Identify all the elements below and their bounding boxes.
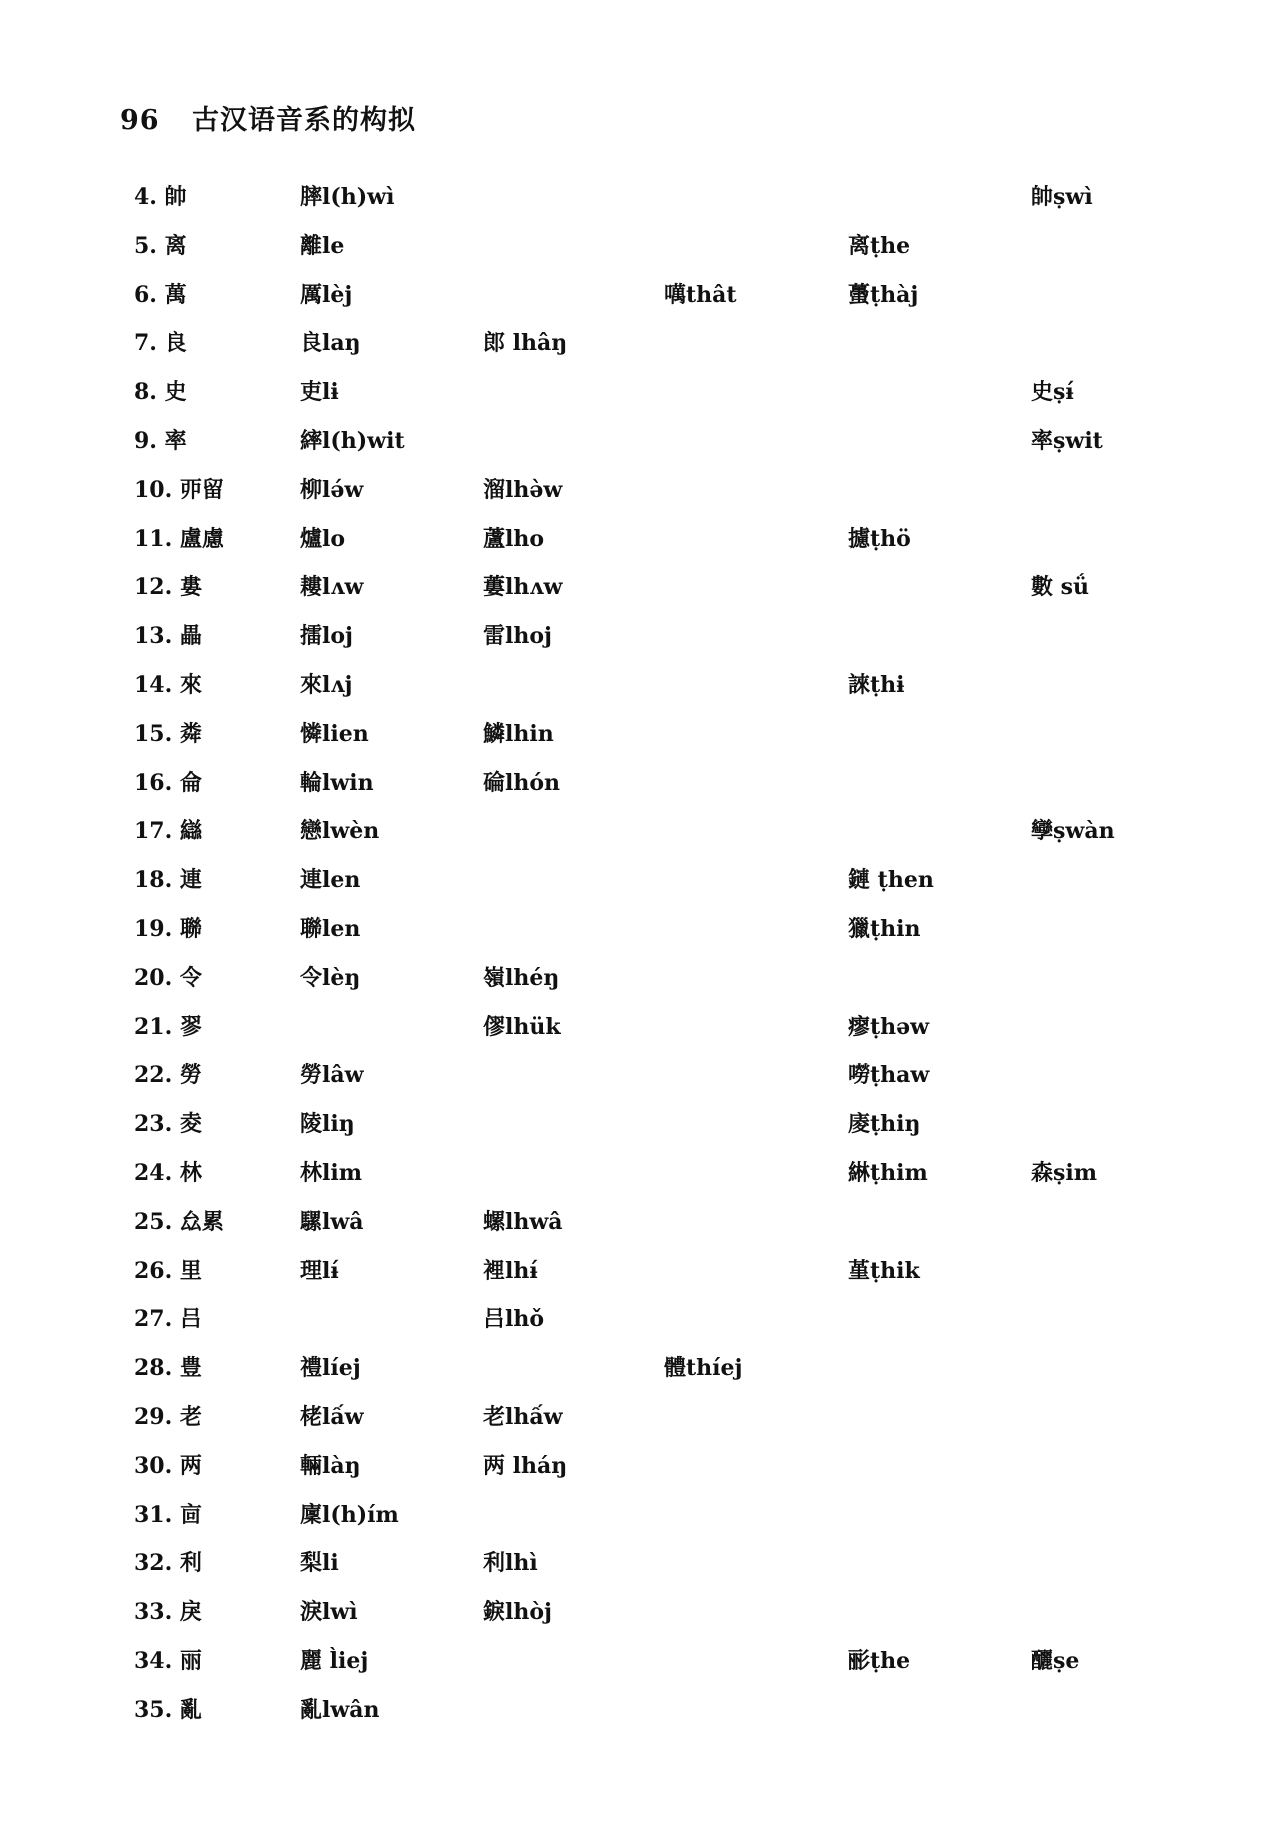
table-row — [0, 1107, 1280, 1156]
l-form: 禮líej — [300, 1355, 361, 1382]
series-label: 21. 翏 — [134, 1013, 202, 1040]
table-row — [0, 1595, 1280, 1644]
lh-form: 老lhấw — [483, 1403, 563, 1430]
series-label: 30. 两 — [134, 1452, 202, 1479]
table-row — [0, 619, 1280, 668]
table-row — [0, 1498, 1280, 1547]
l-form: 憐lien — [300, 720, 369, 747]
l-form: 聯len — [300, 915, 361, 942]
table-row — [0, 570, 1280, 619]
table-row — [0, 1010, 1280, 1059]
retroflex-th-form: 嘮ṭhaw — [848, 1062, 930, 1089]
table-row — [0, 863, 1280, 912]
lh-form: 雷lhoj — [483, 623, 552, 650]
series-label: 29. 老 — [134, 1403, 202, 1430]
l-form: 輛làŋ — [300, 1452, 361, 1479]
l-form: 栳lấw — [300, 1403, 364, 1430]
lh-form: 嶺lhéŋ — [483, 964, 560, 991]
l-form: 良laŋ — [300, 330, 361, 357]
lh-form: 郎 lhâŋ — [483, 330, 568, 357]
series-label: 31. 㐭 — [134, 1501, 202, 1528]
th-form: 噧thât — [664, 281, 737, 308]
table-row — [0, 278, 1280, 327]
retroflex-th-form: 綝ṭhim — [848, 1159, 928, 1186]
table-row — [0, 961, 1280, 1010]
correspondence-table — [0, 180, 1280, 1742]
l-form: 廩l(h)ím — [300, 1501, 399, 1528]
table-row — [0, 522, 1280, 571]
series-label: 4. 帥 — [134, 184, 187, 210]
table-row — [0, 1351, 1280, 1400]
lh-form: 溜lhə̀w — [483, 476, 563, 503]
l-form: 柳lə́w — [300, 476, 364, 503]
l-form: 來lʌj — [300, 671, 353, 698]
l-form: 爐lo — [300, 525, 346, 552]
lh-form: 吕lhǒ — [483, 1306, 545, 1333]
retroflex-th-form: 攄ṭhö — [848, 525, 911, 552]
retroflex-s-form: 史ṣɨ́ — [1031, 379, 1074, 406]
table-row — [0, 1693, 1280, 1742]
table-row — [0, 717, 1280, 766]
table-row — [0, 326, 1280, 375]
series-label: 19. 聯 — [134, 915, 202, 942]
series-label: 14. 來 — [134, 671, 202, 698]
th-form: 體thíej — [664, 1355, 743, 1382]
series-label: 16. 侖 — [134, 769, 202, 796]
table-row — [0, 814, 1280, 863]
series-label: 22. 勞 — [134, 1062, 202, 1089]
table-row — [0, 1205, 1280, 1254]
table-row — [0, 424, 1280, 473]
table-row — [0, 229, 1280, 278]
series-label: 26. 里 — [134, 1257, 202, 1284]
series-label: 5. 离 — [134, 232, 187, 259]
table-row — [0, 1400, 1280, 1449]
retroflex-s-form: 率ṣwit — [1031, 427, 1103, 454]
l-form: 戀lwèn — [300, 818, 380, 845]
series-label: 35. 亂 — [134, 1696, 202, 1723]
series-label: 6. 萬 — [134, 281, 187, 308]
table-row — [0, 473, 1280, 522]
series-label: 18. 連 — [134, 867, 202, 894]
table-row — [0, 1058, 1280, 1107]
retroflex-s-form: 帥ṣwì — [1031, 184, 1093, 210]
series-label: 34. 丽 — [134, 1647, 202, 1674]
l-form: 梨li — [300, 1550, 339, 1577]
series-label: 24. 林 — [134, 1159, 202, 1186]
retroflex-s-form: 釃ṣe — [1031, 1647, 1080, 1674]
lh-form: 僇lhük — [483, 1013, 561, 1040]
retroflex-th-form: 獵ṭhin — [848, 915, 921, 942]
l-form: 林lim — [300, 1159, 362, 1186]
retroflex-s-form: 數 sǘ — [1031, 574, 1090, 601]
l-form: 連len — [300, 867, 361, 894]
series-label: 8. 史 — [134, 379, 187, 406]
table-row — [0, 1302, 1280, 1351]
lh-form: 蔞lhʌw — [483, 574, 563, 601]
retroflex-th-form: 誺ṭhɨ — [848, 671, 905, 698]
l-form: 膟l(h)wì — [300, 184, 395, 210]
retroflex-th-form: 瘳ṭhəw — [848, 1013, 930, 1040]
l-form: 離le — [300, 232, 345, 259]
table-row — [0, 1156, 1280, 1205]
series-label: 11. 盧慮 — [134, 525, 224, 552]
retroflex-th-form: 庱ṭhiŋ — [848, 1111, 921, 1138]
l-form: 陵liŋ — [300, 1111, 355, 1138]
table-row — [0, 1449, 1280, 1498]
l-form: 令lèŋ — [300, 964, 361, 991]
series-label: 12. 婁 — [134, 574, 202, 601]
lh-form: 鱗lhin — [483, 720, 554, 747]
series-label: 20. 令 — [134, 964, 202, 991]
book-title: 古汉语音系的构拟 — [191, 105, 416, 136]
lh-form: 碖lhón — [483, 769, 561, 796]
retroflex-s-form: 孿ṣwàn — [1031, 818, 1115, 845]
l-form: 厲lèj — [300, 281, 353, 308]
retroflex-th-form: 堇ṭhik — [848, 1257, 920, 1284]
lh-form: 螺lhwâ — [483, 1208, 563, 1235]
series-label: 33. 戾 — [134, 1599, 202, 1626]
retroflex-th-form: 鏈 ṭhen — [848, 867, 934, 894]
series-label: 28. 豊 — [134, 1355, 202, 1382]
l-form: 麗 l̀iej — [300, 1647, 369, 1674]
lh-form: 两 lháŋ — [483, 1452, 568, 1479]
page-header — [120, 98, 416, 137]
retroflex-th-form: 离ṭhe — [848, 232, 911, 259]
l-form: 勞lâw — [300, 1062, 364, 1089]
table-row — [0, 668, 1280, 717]
table-row — [0, 375, 1280, 424]
lh-form: 錑lhòj — [483, 1599, 552, 1626]
table-row — [0, 180, 1280, 229]
series-label: 17. 䜌 — [134, 818, 202, 845]
table-row — [0, 1254, 1280, 1303]
series-label: 32. 利 — [134, 1550, 202, 1577]
series-label: 23. 夌 — [134, 1111, 202, 1138]
series-label: 7. 良 — [134, 330, 187, 357]
table-row — [0, 1644, 1280, 1693]
table-row — [0, 1546, 1280, 1595]
series-label: 9. 率 — [134, 427, 187, 454]
page-number: 96 — [120, 105, 160, 136]
lh-form: 利lhì — [483, 1550, 538, 1577]
lh-form: 裡lhɨ́ — [483, 1257, 538, 1284]
retroflex-th-form: 彨ṭhe — [848, 1647, 911, 1674]
series-label: 10. 丣留 — [134, 476, 224, 503]
series-label: 15. 粦 — [134, 720, 202, 747]
retroflex-s-form: 森ṣim — [1031, 1159, 1098, 1186]
l-form: 繂l(h)wit — [300, 427, 405, 454]
table-row — [0, 766, 1280, 815]
lh-form: 蘆lho — [483, 525, 545, 552]
retroflex-th-form: 蠆ṭhàj — [848, 281, 919, 308]
l-form: 理lɨ́ — [300, 1257, 339, 1284]
table-row — [0, 912, 1280, 961]
l-form: 吏lɨ — [300, 379, 339, 406]
series-label: 25. 厽累 — [134, 1208, 224, 1235]
l-form: 輪lwin — [300, 769, 374, 796]
l-form: 亂lwân — [300, 1696, 380, 1723]
l-form: 擂loj — [300, 623, 353, 650]
series-label: 27. 吕 — [134, 1306, 202, 1333]
l-form: 耬lʌw — [300, 574, 364, 601]
l-form: 騾lwâ — [300, 1208, 364, 1235]
l-form: 淚lwì — [300, 1599, 358, 1626]
series-label: 13. 畾 — [134, 623, 202, 650]
